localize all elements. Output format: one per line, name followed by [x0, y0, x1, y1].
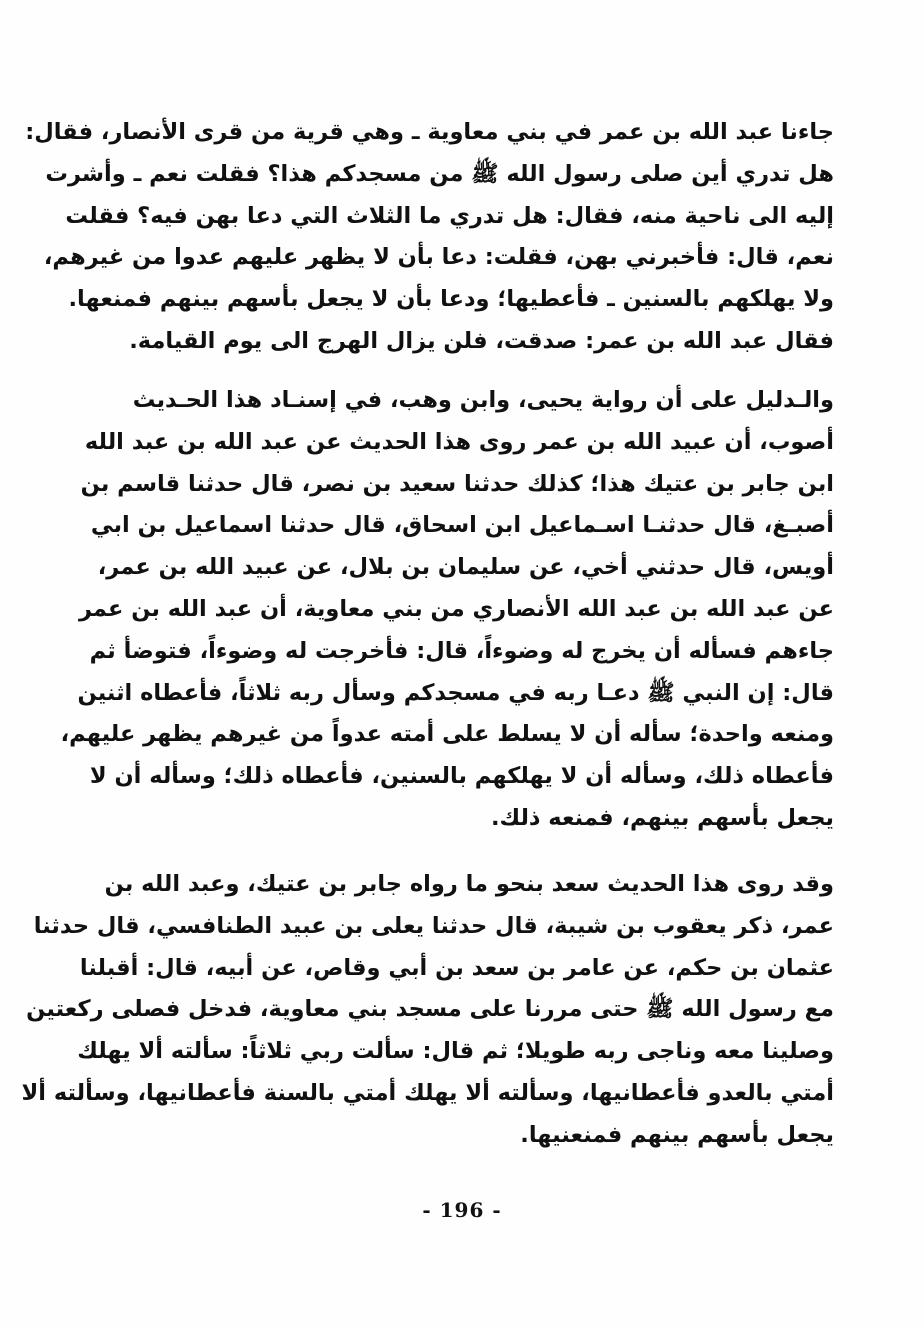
text-line: هل تدري أين صلى رسول الله ﷺ من مسجدكم هذا؟ فقلت نعم ـ وأشرت — [45, 160, 834, 187]
text-line: ولا يهلكهم بالسنين ـ فأعطيها؛ ودعا بأن لا يجعل بأسهم بينهم فمنعها. — [68, 286, 834, 313]
text-line: إليه الى ناحية منه، فقال: هل تدري ما الثلاث التي دعا بهن فيه؟ فقلت — [65, 202, 834, 229]
page-number: - 196 - — [422, 1198, 502, 1222]
paragraph-2 — [60, 380, 834, 840]
text-line: ابن جابر بن عتيك هذا؛ كذلك حدثنا سعيد بن نصر، قال حدثنا قاسم بن — [80, 470, 834, 497]
text-line: قال: إن النبي ﷺ دعـا ربه في مسجدكم وسأل ربه ثلاثاً، فأعطاه اثنين — [77, 679, 834, 706]
text-line: عثمان بن حكم، عن عامر بن سعد بن أبي وقاص، عن أبيه، قال: أقبلنا — [79, 954, 834, 981]
text-line: أمتي بالعدو فأعطانيها، وسألته ألا يهلك أمتي بالسنة فأعطانيها، وسألته ألا — [21, 1079, 834, 1106]
text-line: والـدليل على أن رواية يحيى، وابن وهب، في إسنـاد هذا الحـديث — [132, 387, 834, 413]
text-line: وقد روى هذا الحديث سعد بنحو ما رواه جابر بن عتيك، وعبد الله بن — [104, 871, 834, 897]
text-line: ومنعه واحدة؛ سأله أن لا يسلط على أمته عدواً من غيرهم يظهر عليهم، — [60, 721, 834, 748]
text-line: أصبـغ، قال حدثنـا اسـماعيل ابن اسحاق، قال حدثنا اسماعيل بن ابي — [90, 512, 834, 539]
paragraph-1 — [25, 112, 834, 363]
text-line: مع رسول الله ﷺ حتى مررنا على مسجد بني معاوية، فدخل فصلى ركعتين — [26, 996, 834, 1023]
text-line: عن عبد الله بن عبد الله الأنصاري من بني معاوية، أن عبد الله بن عمر — [78, 595, 834, 622]
text-line: جاءهم فسأله أن يخرج له وضوءاً، قال: فأخرجت له وضوءاً، فتوضأ ثم — [89, 637, 834, 664]
text-line: أصوب، أن عبيد الله بن عمر روى هذا الحديث عن عبد الله بن عبد الله — [84, 428, 834, 455]
text-line: فأعطاه ذلك، وسأله أن لا يهلكهم بالسنين، فأعطاه ذلك؛ وسأله أن لا — [89, 763, 834, 790]
text-line: عمر، ذكر يعقوب بن شيبة، قال حدثنا يعلى بن عبيد الطنافسي، قال حدثنا — [33, 912, 834, 939]
text-line: فقال عبد الله بن عمر: صدقت، فلن يزال الهرج الى يوم القيامة. — [129, 327, 834, 354]
text-line: أويس، قال حدثني أخي، عن سليمان بن بلال، عن عبيد الله بن عمر، — [97, 554, 834, 581]
text-line: نعم، قال: فأخبرني بهن، فقلت: دعا بأن لا يظهر عليهم عدوا من غيرهم، — [43, 244, 834, 271]
text-line: جاءنا عبد الله بن عمر في بني معاوية ـ وهي قرية من قرى الأنصار، فقال: — [25, 119, 834, 145]
text-line: يجعل بأسهم بينهم، فمنعه ذلك. — [490, 804, 834, 831]
paragraph-3 — [21, 864, 834, 1157]
text-line: يجعل بأسهم بينهم فمنعنيها. — [520, 1121, 834, 1148]
text-line: وصلينا معه وناجى ربه طويلا؛ ثم قال: سألت ربي ثلاثاً: سألته ألا يهلك — [77, 1038, 834, 1065]
